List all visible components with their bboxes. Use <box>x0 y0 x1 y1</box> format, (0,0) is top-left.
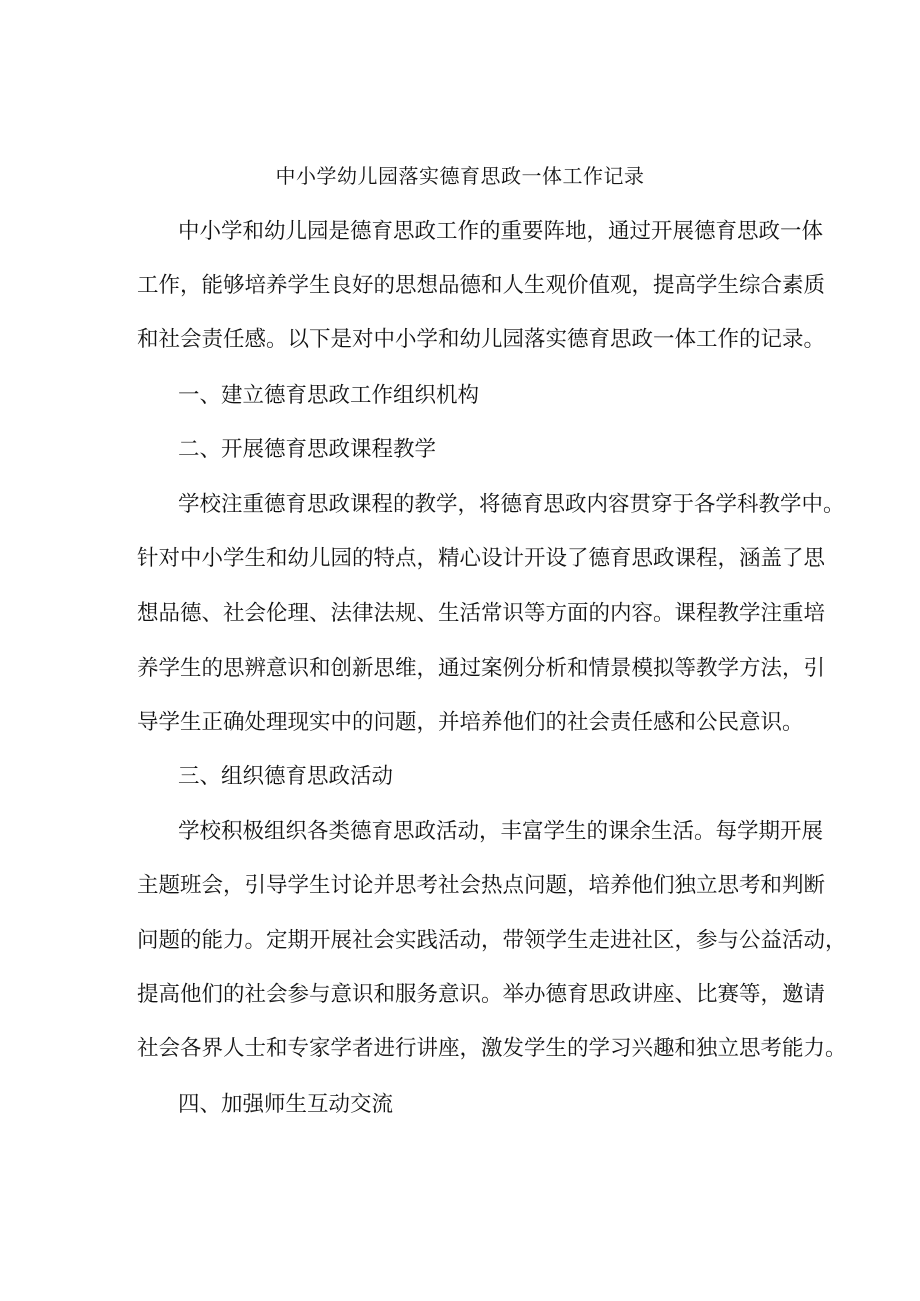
section3-paragraph-line: 提高他们的社会参与意识和服务意识。举办德育思政讲座、比赛等，邀请 <box>137 982 826 1007</box>
section-heading-2: 二、开展德育思政课程教学 <box>178 437 437 462</box>
section2-paragraph-line: 针对中小学生和幼儿园的特点，精心设计开设了德育思政课程，涵盖了思 <box>137 546 826 571</box>
section3-paragraph-line: 学校积极组织各类德育思政活动，丰富学生的课余生活。每学期开展 <box>178 819 824 844</box>
section3-paragraph-line: 社会各界人士和专家学者进行讲座，激发学生的学习兴趣和独立思考能力。 <box>137 1036 847 1061</box>
section-heading-1: 一、建立德育思政工作组织机构 <box>178 383 480 408</box>
page-title: 中小学幼儿园落实德育思政一体工作记录 <box>275 164 645 188</box>
section2-paragraph-line: 导学生正确处理现实中的问题，并培养他们的社会责任感和公民意识。 <box>137 710 804 735</box>
section3-paragraph-line: 主题班会，引导学生讨论并思考社会热点问题，培养他们独立思考和判断 <box>137 873 826 898</box>
intro-paragraph-line: 中小学和幼儿园是德育思政工作的重要阵地，通过开展德育思政一体 <box>178 219 824 244</box>
section3-paragraph-line: 问题的能力。定期开展社会实践活动，带领学生走进社区，参与公益活动， <box>137 928 847 953</box>
section-heading-4: 四、加强师生互动交流 <box>178 1092 394 1117</box>
section2-paragraph-line: 学校注重德育思政课程的教学，将德育思政内容贯穿于各学科教学中。 <box>178 492 845 517</box>
section2-paragraph-line: 养学生的思辨意识和创新思维，通过案例分析和情景模拟等教学方法，引 <box>137 656 826 681</box>
section2-paragraph-line: 想品德、社会伦理、法律法规、生活常识等方面的内容。课程教学注重培 <box>137 601 826 626</box>
intro-paragraph-line: 和社会责任感。以下是对中小学和幼儿园落实德育思政一体工作的记录。 <box>137 327 826 352</box>
section-heading-3: 三、组织德育思政活动 <box>178 764 394 789</box>
intro-paragraph-line: 工作，能够培养学生良好的思想品德和人生观价值观，提高学生综合素质 <box>137 273 826 298</box>
